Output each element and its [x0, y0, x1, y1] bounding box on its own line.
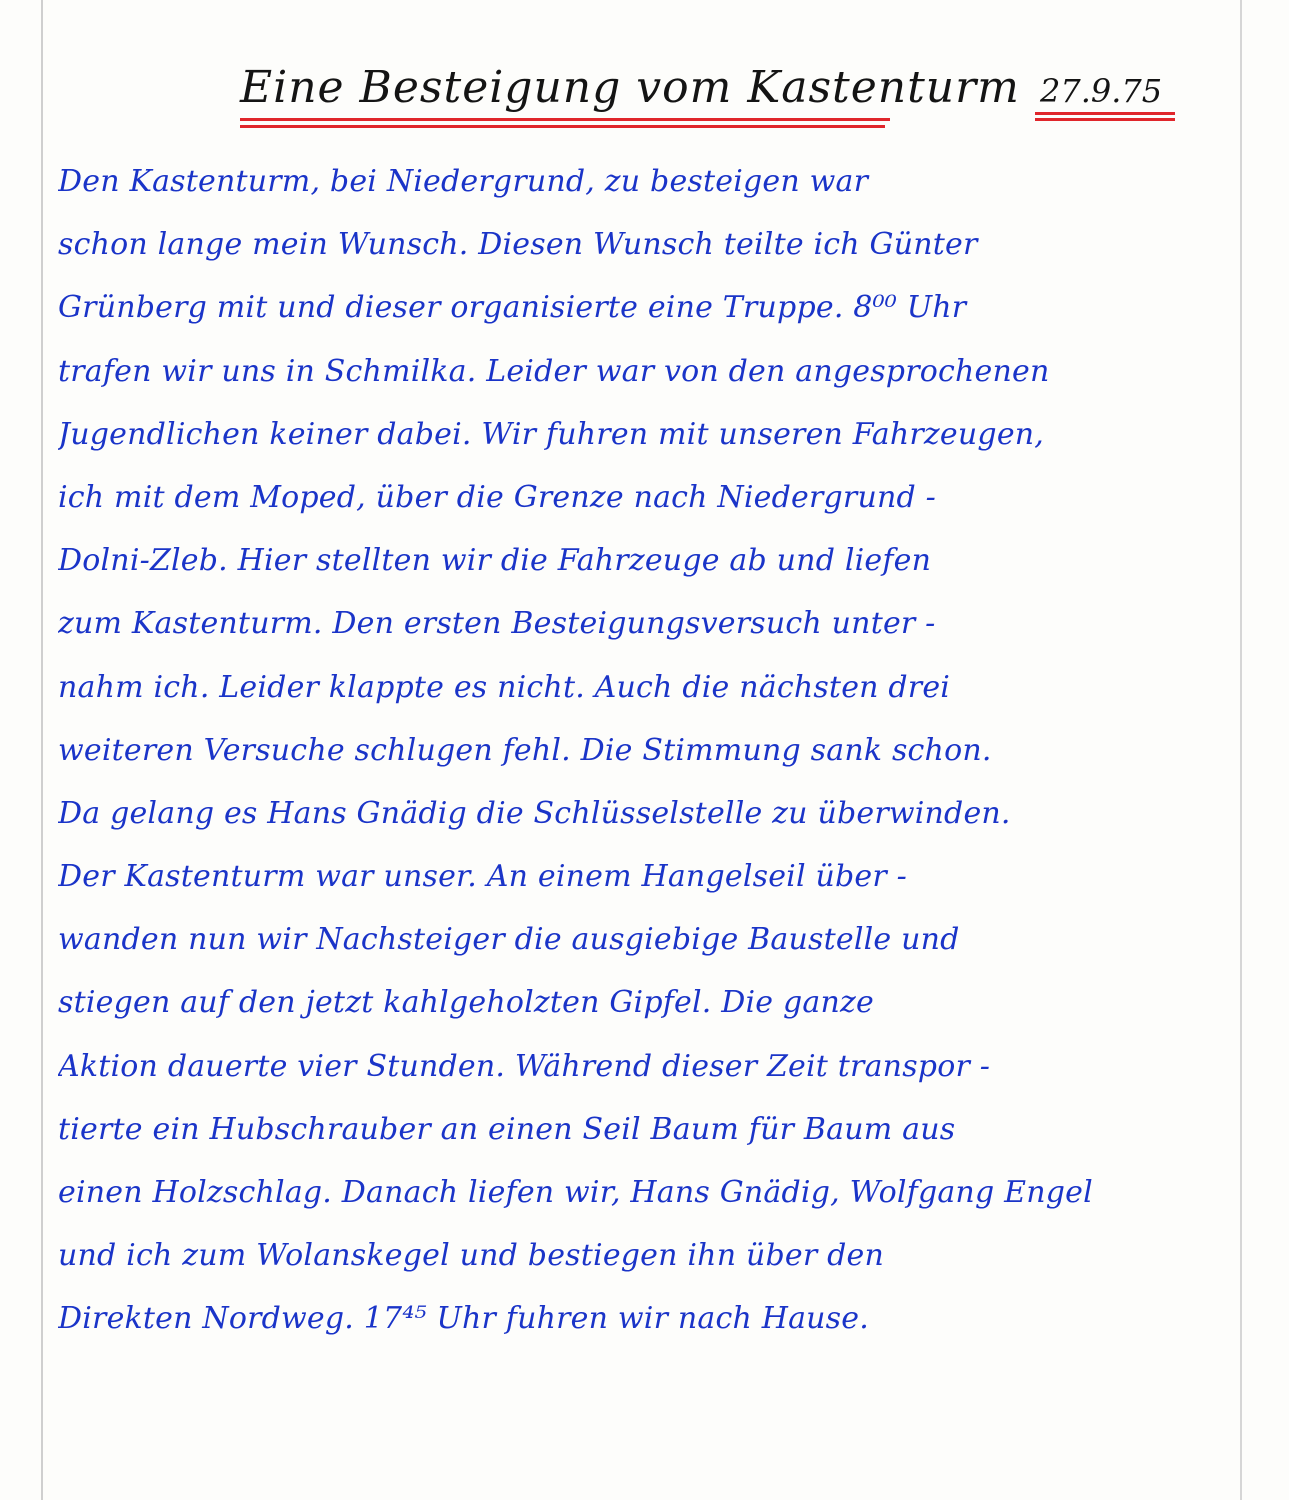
title-underline [240, 118, 890, 121]
text-line: Der Kastenturm war unser. An einem Hangelseil über - [58, 859, 907, 895]
title-row [240, 62, 1200, 132]
handwritten-body [58, 150, 1228, 1351]
text-line: tierte ein Hubschrauber an einen Seil Baum für Baum aus [58, 1111, 956, 1147]
text-line: Den Kastenturm, bei Niedergrund, zu besteigen war [58, 164, 869, 199]
right-margin-line [1240, 0, 1242, 1500]
text-line: stiegen auf den jetzt kahlgeholzten Gipfel. Die ganze [58, 985, 874, 1021]
text-line: trafen wir uns in Schmilka. Leider war von den angesprochenen [58, 353, 1050, 389]
title-underline-double [240, 125, 885, 128]
text-line: schon lange mein Wunsch. Diesen Wunsch teilte ich Günter [58, 227, 978, 263]
text-line: zum Kastenturm. Den ersten Besteigungsversuch unter - [58, 606, 936, 642]
date-underline-double [1035, 118, 1175, 121]
text-line: Direkten Nordweg. 17⁴⁵ Uhr fuhren wir nach Hause. [58, 1301, 869, 1337]
text-line: Jugendlichen keiner dabei. Wir fuhren mit unseren Fahrzeugen, [58, 416, 1045, 452]
left-margin-line [41, 0, 43, 1500]
text-line: wanden nun wir Nachsteiger die ausgiebige Baustelle und [58, 922, 960, 958]
page-title: Eine Besteigung vom Kastenturm [240, 62, 1020, 113]
text-line: ich mit dem Moped, über die Grenze nach Niedergrund - [58, 479, 936, 515]
text-line: und ich zum Wolanskegel und bestiegen ihn über den [58, 1238, 884, 1274]
text-line: nahm ich. Leider klappte es nicht. Auch die nächsten drei [58, 669, 951, 705]
text-line: Dolni-Zleb. Hier stellten wir die Fahrzeuge ab und liefen [58, 543, 932, 579]
text-line: Aktion dauerte vier Stunden. Während dieser Zeit transpor - [58, 1048, 991, 1084]
date-label: 27.9.75 [1040, 72, 1163, 110]
date-underline [1035, 112, 1175, 115]
text-line: Grünberg mit und dieser organisierte eine Truppe. 8⁰⁰ Uhr [58, 290, 967, 326]
text-line: weiteren Versuche schlugen fehl. Die Stimmung sank schon. [58, 732, 992, 768]
text-line: Da gelang es Hans Gnädig die Schlüsselstelle zu überwinden. [58, 795, 1011, 831]
text-line: einen Holzschlag. Danach liefen wir, Hans Gnädig, Wolfgang Engel [58, 1175, 1093, 1210]
